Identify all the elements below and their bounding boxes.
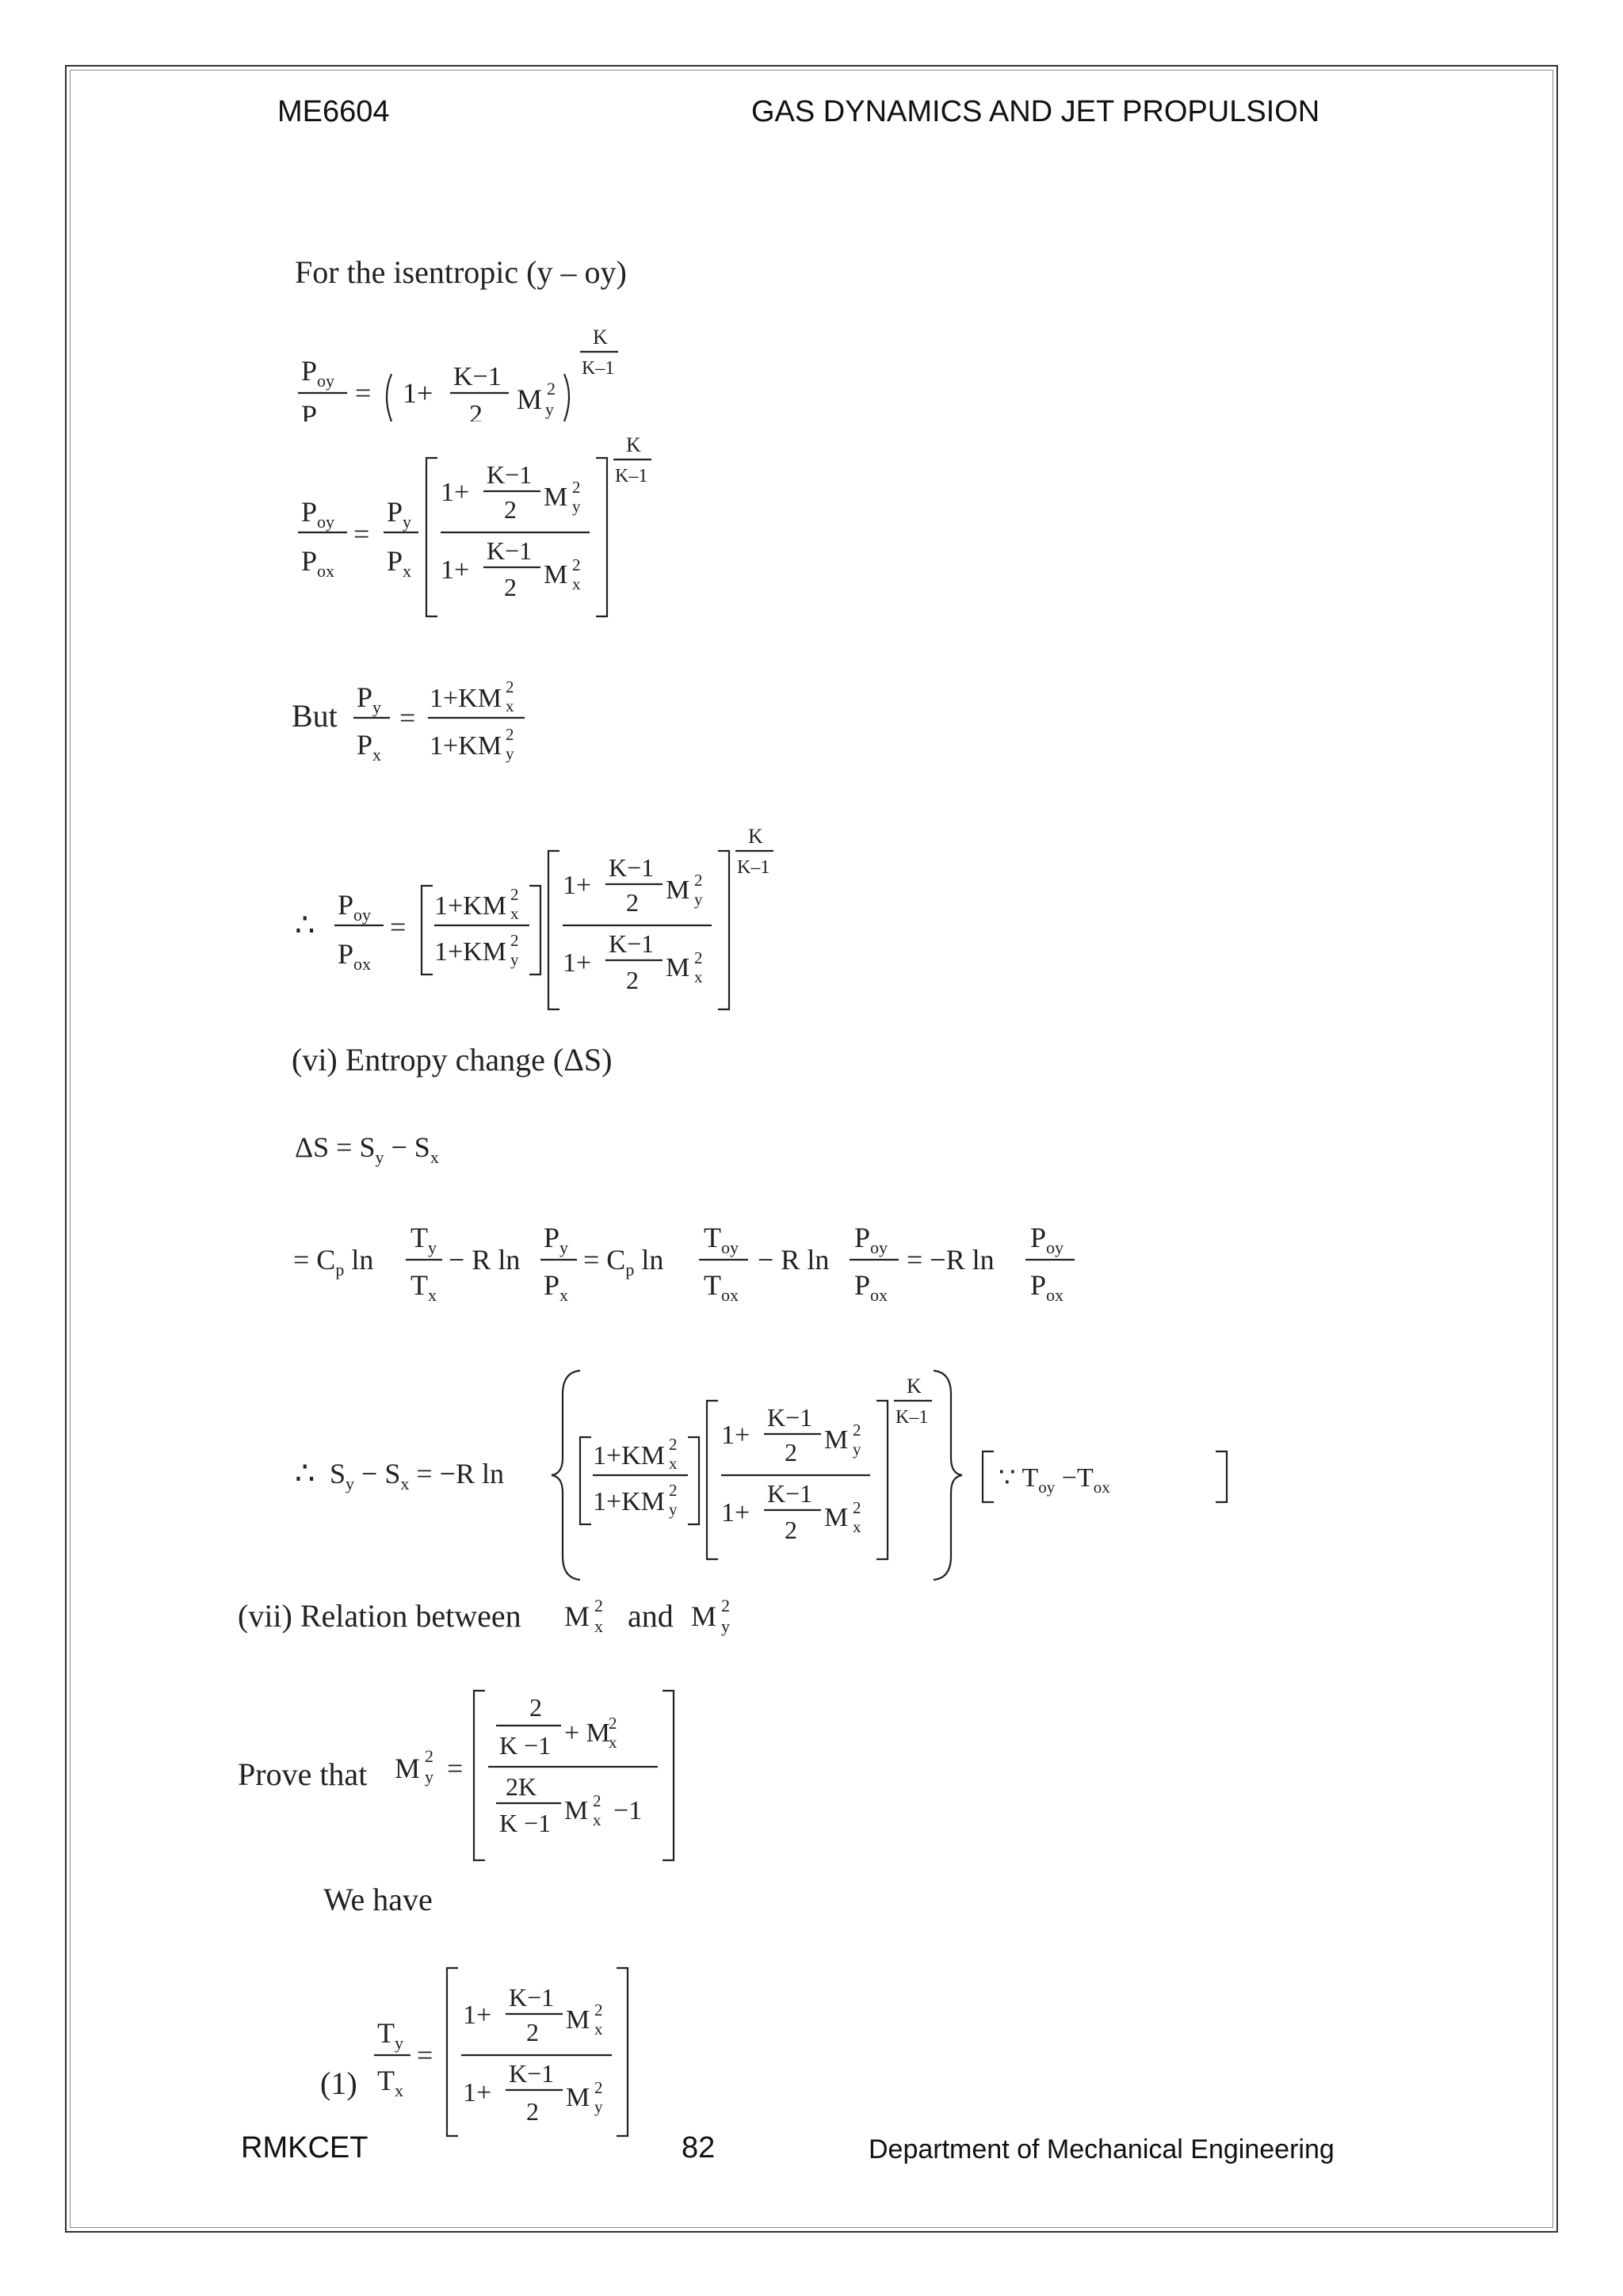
svg-text:K: K	[626, 433, 641, 456]
svg-text:x: x	[510, 904, 519, 923]
footer-institution: RMKCET	[241, 2131, 369, 2164]
svg-text:=: =	[417, 2039, 433, 2071]
course-title: GAS DYNAMICS AND JET PROPULSION	[751, 95, 1320, 128]
svg-text:2: 2	[529, 1693, 542, 1722]
svg-text:2: 2	[504, 573, 517, 601]
svg-text:x: x	[506, 696, 514, 715]
eq-isentropic-stagnation	[285, 317, 697, 435]
svg-text:∵ Toy −Tox: ∵ $T_{oy} -T_{ox}$	[999, 1463, 1110, 1497]
svg-text:M: M	[566, 2083, 590, 2112]
svg-text:2: 2	[572, 478, 581, 497]
svg-text:2: 2	[593, 1791, 601, 1810]
svg-text:= −R ln: = −R ln	[907, 1244, 995, 1276]
svg-text:y: y	[721, 1616, 730, 1636]
svg-text:M: M	[824, 1503, 849, 1532]
eq-static-pressure-ratio	[349, 666, 634, 784]
svg-text:y: y	[510, 950, 519, 969]
svg-text:2K: 2K	[506, 1772, 537, 1801]
svg-text:2: 2	[510, 885, 519, 904]
svg-text:Py: $P_y$	[387, 496, 412, 532]
svg-text:+ M: + M	[564, 1718, 610, 1748]
svg-text:x: x	[609, 1733, 617, 1752]
svg-text:M: M	[566, 2005, 590, 2035]
but-label: But	[292, 698, 338, 734]
svg-text:K−1: K−1	[509, 2059, 555, 2088]
svg-text:K−1: K−1	[509, 1983, 555, 2012]
svg-text:Ty: $T_y$	[377, 2017, 403, 2053]
svg-text:Py: $P_y$	[301, 399, 327, 435]
course-code: ME6604	[277, 95, 390, 128]
svg-text:M: M	[544, 560, 568, 589]
eq-mach-relation	[388, 1680, 705, 1870]
svg-text:Poy: $P_{oy}$	[338, 889, 372, 925]
svg-text:1+: 1+	[441, 478, 470, 507]
we-have-label: We have	[323, 1882, 433, 1917]
eq-stagnation-pressure-ratio	[285, 428, 729, 626]
svg-text:y: y	[669, 1500, 678, 1519]
section-vii-and: and	[628, 1598, 674, 1634]
svg-text:ΔS = Sy − Sx: $\Delta S = S_y - S_x$	[295, 1131, 439, 1167]
svg-text:K–1: K–1	[896, 1407, 929, 1428]
svg-text:2: 2	[526, 2097, 539, 2126]
svg-text:1+: 1+	[441, 555, 470, 585]
svg-text:Pox: $P_{ox}$	[338, 938, 372, 974]
svg-text:2: 2	[594, 2000, 603, 2019]
svg-text:x: x	[593, 1810, 601, 1829]
isentropic-intro: For the isentropic (y – oy)	[295, 254, 627, 290]
svg-text:= Cp ln: = $C_p$ ln	[583, 1244, 664, 1280]
svg-text:K−1: K−1	[453, 362, 502, 391]
prove-that-label: Prove that	[238, 1756, 368, 1792]
eq-stagnation-pressure-ratio-combined	[325, 816, 896, 1014]
svg-text:M: M	[564, 1796, 589, 1825]
svg-text:1+: 1+	[403, 377, 433, 409]
svg-text:2: 2	[609, 1714, 617, 1733]
svg-text:Pox: $P_{ox}$	[854, 1269, 888, 1305]
svg-text:Sy − Sx = −R ln: $S_y - S_x = -R$ ln	[330, 1458, 504, 1493]
svg-text:M: M	[824, 1425, 849, 1455]
svg-text:K −1: K −1	[499, 1809, 552, 1837]
svg-text:2: 2	[669, 1435, 678, 1454]
svg-text:Ty: $T_y$	[411, 1222, 437, 1257]
svg-text:M: M	[395, 1753, 421, 1784]
svg-text:M: M	[691, 1600, 717, 1632]
eq-entropy-expansion	[290, 1212, 1130, 1315]
svg-text:− R ln: − R ln	[449, 1244, 521, 1276]
svg-text:K −1: K −1	[499, 1731, 552, 1760]
svg-text:M: M	[666, 875, 690, 905]
svg-text:Px: $P_x$	[387, 545, 412, 581]
section-vii-my2	[688, 1591, 750, 1654]
svg-text:2: 2	[669, 1481, 678, 1500]
svg-text:1+KM: 1+KM	[593, 1441, 665, 1470]
svg-text:K−1: K−1	[767, 1479, 813, 1508]
svg-text:1+KM: 1+KM	[430, 731, 502, 761]
therefore-symbol-1: ∴	[295, 907, 315, 943]
svg-text:x: x	[594, 2019, 603, 2039]
section-vii-mx2	[561, 1591, 623, 1654]
svg-text:Tx: $T_x$	[377, 2065, 403, 2100]
svg-text:Pox: $P_{ox}$	[301, 545, 335, 581]
svg-text:K−1: K−1	[487, 536, 533, 565]
svg-text:K: K	[748, 825, 763, 848]
eq-entropy-change-final	[325, 1363, 1276, 1585]
svg-text:2: 2	[694, 871, 703, 890]
svg-text:2: 2	[626, 888, 639, 917]
svg-text:Py: $P_y$	[544, 1222, 569, 1257]
svg-text:M: M	[666, 953, 690, 982]
svg-text:x: x	[594, 1616, 603, 1636]
svg-text:2: 2	[785, 1438, 797, 1466]
svg-text:y: y	[853, 1440, 861, 1459]
svg-text:2: 2	[853, 1421, 861, 1440]
svg-text:x: x	[572, 574, 581, 593]
svg-text:2: 2	[853, 1498, 861, 1517]
svg-text:1+: 1+	[721, 1498, 750, 1527]
svg-text:2: 2	[594, 2078, 603, 2097]
svg-text:2: 2	[469, 400, 483, 429]
svg-text:2: 2	[506, 677, 514, 696]
svg-text:1+KM: 1+KM	[430, 684, 502, 713]
svg-text:=: =	[355, 377, 372, 409]
svg-text:1+KM: 1+KM	[434, 891, 506, 921]
svg-text:K−1: K−1	[609, 929, 655, 958]
svg-text:K–1: K–1	[582, 358, 615, 379]
footer-department: Department of Mechanical Engineering	[869, 2134, 1335, 2164]
svg-text:Px: $P_x$	[357, 729, 382, 765]
svg-text:2: 2	[626, 966, 639, 994]
svg-text:K–1: K–1	[737, 857, 770, 878]
svg-text:1+KM: 1+KM	[593, 1487, 665, 1516]
svg-text:2: 2	[510, 931, 519, 950]
svg-text:Poy: $P_{oy}$	[301, 496, 335, 532]
svg-text:M: M	[544, 482, 568, 512]
svg-text:Poy: $P_{oy}$	[301, 355, 335, 391]
svg-text:Pox: $P_{ox}$	[1030, 1269, 1064, 1305]
svg-text:1+: 1+	[563, 871, 592, 900]
svg-text:x: x	[669, 1454, 678, 1473]
svg-text:K−1: K−1	[609, 853, 655, 882]
svg-text:K: K	[593, 326, 608, 349]
svg-text:2: 2	[547, 379, 556, 399]
svg-text:1+: 1+	[463, 2000, 492, 2030]
svg-text:=: =	[447, 1753, 464, 1784]
svg-text:Poy: $P_{oy}$	[1030, 1222, 1064, 1257]
svg-text:2: 2	[594, 1596, 603, 1615]
eq-entropy-difference	[290, 1125, 528, 1180]
svg-text:x: x	[694, 967, 703, 986]
svg-text:y: y	[506, 744, 514, 763]
svg-text:=: =	[353, 518, 370, 550]
svg-text:K: K	[907, 1375, 922, 1398]
svg-text:y: y	[572, 497, 581, 516]
svg-text:Tx: $T_x$	[411, 1269, 437, 1305]
svg-text:M: M	[564, 1600, 590, 1632]
svg-text:2: 2	[694, 948, 703, 967]
svg-text:2: 2	[572, 555, 581, 574]
svg-text:x: x	[853, 1517, 861, 1536]
therefore-symbol-2: ∴	[295, 1455, 315, 1491]
svg-text:1+: 1+	[563, 948, 592, 978]
svg-text:Tox: $T_{ox}$	[704, 1269, 739, 1305]
svg-text:1+: 1+	[721, 1421, 750, 1450]
svg-text:y: y	[694, 890, 703, 909]
svg-text:= Cp ln: = $C_p$ ln	[293, 1244, 374, 1280]
step-one-label: (1)	[320, 2065, 357, 2101]
svg-text:K−1: K−1	[767, 1403, 813, 1432]
eq-isentropic-stagnation-crop	[285, 317, 697, 435]
svg-text:2: 2	[785, 1516, 797, 1544]
svg-text:=: =	[399, 702, 416, 734]
section-vii-prefix: (vii) Relation between	[238, 1598, 521, 1634]
svg-text:−1: −1	[613, 1796, 643, 1825]
section-vi-heading: (vi) Entropy change (ΔS)	[292, 1042, 613, 1077]
svg-text:2: 2	[506, 725, 514, 744]
svg-text:2: 2	[425, 1746, 433, 1766]
svg-text:Toy: $T_{oy}$	[704, 1222, 739, 1257]
svg-text:2: 2	[721, 1596, 730, 1615]
svg-text:2: 2	[504, 495, 517, 524]
svg-text:1+: 1+	[463, 2078, 492, 2107]
footer-page-number: 82	[682, 2131, 716, 2164]
svg-text:y: y	[545, 399, 554, 419]
svg-text:K–1: K–1	[615, 466, 648, 486]
svg-text:y: y	[425, 1767, 433, 1787]
svg-text:1+KM: 1+KM	[434, 937, 506, 967]
svg-text:M: M	[517, 383, 543, 415]
svg-text:Poy: $P_{oy}$	[854, 1222, 888, 1257]
svg-text:− R ln: − R ln	[758, 1244, 830, 1276]
eq-temperature-ratio	[369, 1957, 734, 2147]
svg-text:Py: $P_y$	[357, 681, 382, 717]
svg-text:K−1: K−1	[487, 460, 533, 489]
svg-text:Px: $P_x$	[544, 1269, 569, 1305]
svg-text:y: y	[594, 2097, 603, 2116]
svg-text:=: =	[390, 911, 407, 943]
svg-text:2: 2	[526, 2018, 539, 2046]
